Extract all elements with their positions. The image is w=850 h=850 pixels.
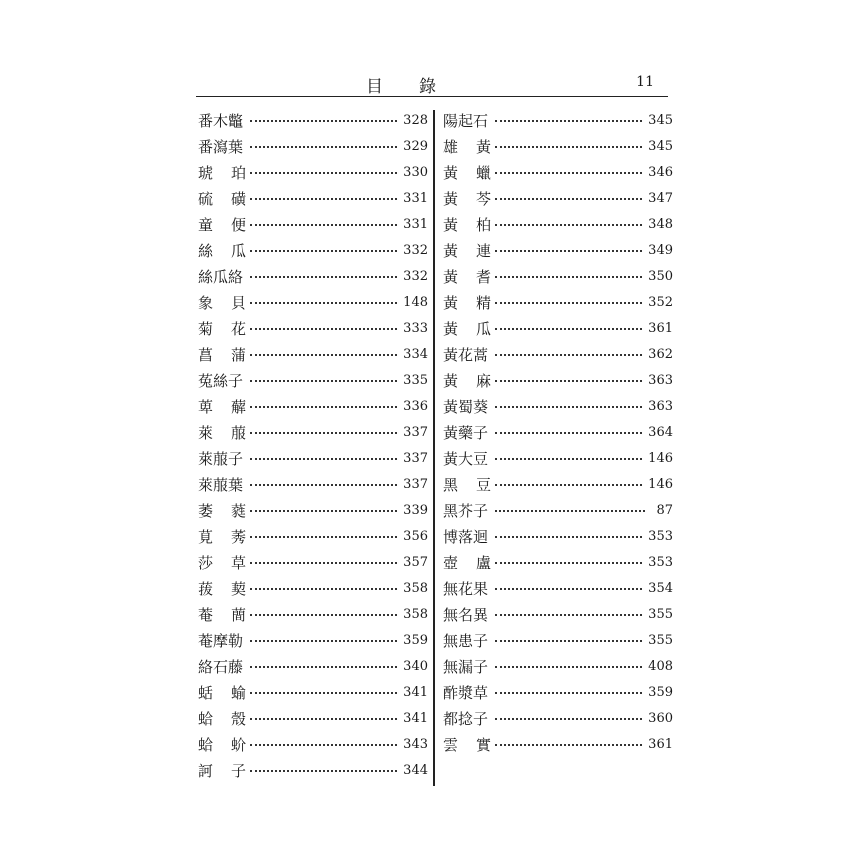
entry-name: 訶 子: [198, 761, 246, 780]
dot-leader: [250, 770, 397, 772]
toc-entry: [443, 471, 673, 497]
page-header: [196, 70, 668, 97]
toc-entry: [443, 523, 673, 549]
toc-right-column: [443, 107, 673, 757]
dot-leader: [495, 614, 642, 616]
entry-page-number: 332: [403, 242, 428, 258]
entry-page-number: 334: [403, 346, 428, 362]
dot-leader: [250, 484, 397, 486]
entry-page-number: 355: [648, 632, 673, 648]
toc-entry: [443, 731, 673, 757]
entry-name: 博落迴: [443, 527, 489, 546]
toc-entry: [443, 367, 673, 393]
entry-name: 壺 盧: [443, 553, 491, 572]
toc-entry: [198, 497, 428, 523]
toc-entry: [443, 445, 673, 471]
entry-page-number: 353: [648, 554, 673, 570]
entry-page-number: 328: [403, 112, 428, 128]
dot-leader: [495, 328, 642, 330]
entry-name: 黃 精: [443, 293, 491, 312]
toc-entry: [198, 263, 428, 289]
dot-leader: [495, 666, 642, 668]
dot-leader: [495, 536, 642, 538]
toc-entry: [198, 107, 428, 133]
toc-left-column: [198, 107, 428, 783]
dot-leader: [250, 146, 397, 148]
entry-name: 菴 蕳: [198, 605, 246, 624]
entry-page-number: 358: [403, 580, 428, 596]
dot-leader: [250, 380, 397, 382]
entry-name: 菖 蒲: [198, 345, 246, 364]
toc-entry: [443, 159, 673, 185]
dot-leader: [250, 276, 397, 278]
entry-name: 黃 蠟: [443, 163, 491, 182]
entry-page-number: 337: [403, 476, 428, 492]
entry-name: 黃蜀葵: [443, 397, 489, 416]
dot-leader: [250, 588, 397, 590]
entry-name: 番瀉葉: [198, 137, 244, 156]
dot-leader: [250, 692, 397, 694]
entry-name: 萆 薢: [198, 397, 246, 416]
entry-page-number: 329: [403, 138, 428, 154]
entry-page-number: 353: [648, 528, 673, 544]
dot-leader: [250, 172, 397, 174]
dot-leader: [495, 146, 642, 148]
entry-name: 無花果: [443, 579, 489, 598]
entry-name: 琥 珀: [198, 163, 246, 182]
dot-leader: [250, 224, 397, 226]
entry-name: 酢漿草: [443, 683, 489, 702]
toc-entry: [443, 575, 673, 601]
toc-entry: [198, 445, 428, 471]
dot-leader: [495, 692, 642, 694]
entry-page-number: 87: [656, 502, 673, 518]
entry-name: 陽起石: [443, 111, 489, 130]
dot-leader: [495, 276, 642, 278]
toc-entry: [198, 731, 428, 757]
toc-entry: [443, 237, 673, 263]
entry-page-number: 343: [403, 736, 428, 752]
entry-page-number: 335: [403, 372, 428, 388]
dot-leader: [250, 536, 397, 538]
entry-name: 黃 瓜: [443, 319, 491, 338]
toc-entry: [443, 263, 673, 289]
dot-leader: [495, 718, 642, 720]
toc-entry: [198, 627, 428, 653]
entry-page-number: 146: [648, 476, 673, 492]
entry-page-number: 354: [648, 580, 673, 596]
entry-page-number: 346: [648, 164, 673, 180]
entry-name: 絡石藤: [198, 657, 244, 676]
toc-entry: [198, 549, 428, 575]
dot-leader: [495, 224, 642, 226]
entry-page-number: 363: [648, 398, 673, 414]
entry-page-number: 349: [648, 242, 673, 258]
entry-page-number: 336: [403, 398, 428, 414]
entry-name: 莎 草: [198, 553, 246, 572]
entry-page-number: 361: [648, 736, 673, 752]
dot-leader: [250, 354, 397, 356]
dot-leader: [495, 120, 642, 122]
toc-entry: [198, 237, 428, 263]
entry-page-number: 148: [403, 294, 428, 310]
entry-name: 菴摩勒: [198, 631, 244, 650]
toc-entry: [443, 601, 673, 627]
entry-page-number: 408: [648, 658, 673, 674]
entry-name: 黃 麻: [443, 371, 491, 390]
toc-entry: [443, 549, 673, 575]
toc-entry: [443, 497, 673, 523]
toc-entry: [198, 133, 428, 159]
entry-page-number: 345: [648, 112, 673, 128]
dot-leader: [495, 250, 642, 252]
entry-name: 黃 耆: [443, 267, 491, 286]
entry-page-number: 350: [648, 268, 673, 284]
entry-name: 黃花蒿: [443, 345, 489, 364]
entry-page-number: 359: [403, 632, 428, 648]
toc-entry: [198, 341, 428, 367]
dot-leader: [495, 484, 642, 486]
toc-entry: [198, 757, 428, 783]
toc-entry: [198, 601, 428, 627]
entry-name: 黑 豆: [443, 475, 491, 494]
toc-entry: [198, 575, 428, 601]
entry-page-number: 340: [403, 658, 428, 674]
dot-leader: [250, 666, 397, 668]
toc-entry: [443, 133, 673, 159]
dot-leader: [495, 640, 642, 642]
dot-leader: [250, 744, 397, 746]
toc-entry: [443, 341, 673, 367]
entry-name: 萊 菔: [198, 423, 246, 442]
dot-leader: [495, 380, 642, 382]
entry-name: 蛤 殼: [198, 709, 246, 728]
entry-page-number: 359: [648, 684, 673, 700]
dot-leader: [495, 744, 642, 746]
entry-page-number: 341: [403, 710, 428, 726]
toc-entry: [198, 523, 428, 549]
entry-page-number: 344: [403, 762, 428, 778]
entry-page-number: 333: [403, 320, 428, 336]
dot-leader: [250, 614, 397, 616]
dot-leader: [495, 302, 642, 304]
entry-name: 番木鼈: [198, 111, 244, 130]
entry-page-number: 332: [403, 268, 428, 284]
entry-name: 蛞 蝓: [198, 683, 246, 702]
entry-name: 莧 莠: [198, 527, 246, 546]
dot-leader: [250, 718, 397, 720]
entry-name: 黃 連: [443, 241, 491, 260]
entry-name: 菝 葜: [198, 579, 246, 598]
toc-entry: [443, 419, 673, 445]
entry-page-number: 339: [403, 502, 428, 518]
entry-name: 無患子: [443, 631, 489, 650]
entry-name: 黃藥子: [443, 423, 489, 442]
page-number: 11: [636, 74, 654, 90]
toc-entry: [198, 705, 428, 731]
dot-leader: [495, 562, 642, 564]
dot-leader: [250, 640, 397, 642]
toc-entry: [198, 393, 428, 419]
entry-name: 萊菔葉: [198, 475, 244, 494]
dot-leader: [250, 510, 397, 512]
toc-entry: [198, 315, 428, 341]
toc-entry: [443, 393, 673, 419]
toc-entry: [443, 289, 673, 315]
entry-page-number: 337: [403, 424, 428, 440]
entry-name: 硫 磺: [198, 189, 246, 208]
toc-entry: [443, 315, 673, 341]
dot-leader: [250, 328, 397, 330]
dot-leader: [250, 198, 397, 200]
entry-name: 雲 實: [443, 735, 491, 754]
dot-leader: [250, 562, 397, 564]
entry-name: 童 便: [198, 215, 246, 234]
entry-page-number: 363: [648, 372, 673, 388]
entry-name: 萎 蕤: [198, 501, 246, 520]
dot-leader: [250, 458, 397, 460]
toc-entry: [443, 679, 673, 705]
toc-entry: [443, 627, 673, 653]
entry-name: 無漏子: [443, 657, 489, 676]
dot-leader: [495, 458, 642, 460]
entry-page-number: 364: [648, 424, 673, 440]
dot-leader: [495, 510, 645, 512]
dot-leader: [495, 198, 642, 200]
entry-page-number: 330: [403, 164, 428, 180]
entry-page-number: 355: [648, 606, 673, 622]
toc-entry: [443, 653, 673, 679]
toc-entry: [198, 419, 428, 445]
dot-leader: [250, 406, 397, 408]
entry-page-number: 331: [403, 216, 428, 232]
dot-leader: [495, 432, 642, 434]
dot-leader: [495, 588, 642, 590]
dot-leader: [250, 432, 397, 434]
entry-page-number: 348: [648, 216, 673, 232]
toc-entry: [198, 679, 428, 705]
dot-leader: [250, 302, 397, 304]
entry-page-number: 357: [403, 554, 428, 570]
dot-leader: [250, 120, 397, 122]
entry-name: 絲 瓜: [198, 241, 246, 260]
toc-entry: [443, 185, 673, 211]
entry-page-number: 337: [403, 450, 428, 466]
entry-name: 都捻子: [443, 709, 489, 728]
entry-page-number: 352: [648, 294, 673, 310]
entry-name: 無名異: [443, 605, 489, 624]
toc-entry: [198, 159, 428, 185]
toc-entry: [443, 211, 673, 237]
entry-name: 雄 黃: [443, 137, 491, 156]
entry-name: 萊菔子: [198, 449, 244, 468]
toc-entry: [443, 107, 673, 133]
entry-name: 絲瓜絡: [198, 267, 244, 286]
entry-page-number: 341: [403, 684, 428, 700]
column-divider: [433, 110, 435, 786]
entry-page-number: 146: [648, 450, 673, 466]
toc-entry: [198, 211, 428, 237]
entry-page-number: 362: [648, 346, 673, 362]
entry-page-number: 358: [403, 606, 428, 622]
toc-entry: [198, 653, 428, 679]
entry-name: 象 貝: [198, 293, 246, 312]
entry-page-number: 347: [648, 190, 673, 206]
toc-entry: [198, 185, 428, 211]
toc-entry: [443, 705, 673, 731]
toc-entry: [198, 471, 428, 497]
entry-page-number: 345: [648, 138, 673, 154]
page-title: 目錄: [366, 77, 472, 97]
entry-page-number: 331: [403, 190, 428, 206]
entry-name: 菟絲子: [198, 371, 244, 390]
entry-page-number: 360: [648, 710, 673, 726]
toc-entry: [198, 367, 428, 393]
entry-page-number: 356: [403, 528, 428, 544]
dot-leader: [250, 250, 397, 252]
entry-page-number: 361: [648, 320, 673, 336]
dot-leader: [495, 172, 642, 174]
toc-entry: [198, 289, 428, 315]
dot-leader: [495, 406, 642, 408]
entry-name: 蛤 蚧: [198, 735, 246, 754]
entry-name: 黃 芩: [443, 189, 491, 208]
entry-name: 黃 柏: [443, 215, 491, 234]
entry-name: 菊 花: [198, 319, 246, 338]
entry-name: 黑芥子: [443, 501, 489, 520]
dot-leader: [495, 354, 642, 356]
entry-name: 黃大豆: [443, 449, 489, 468]
